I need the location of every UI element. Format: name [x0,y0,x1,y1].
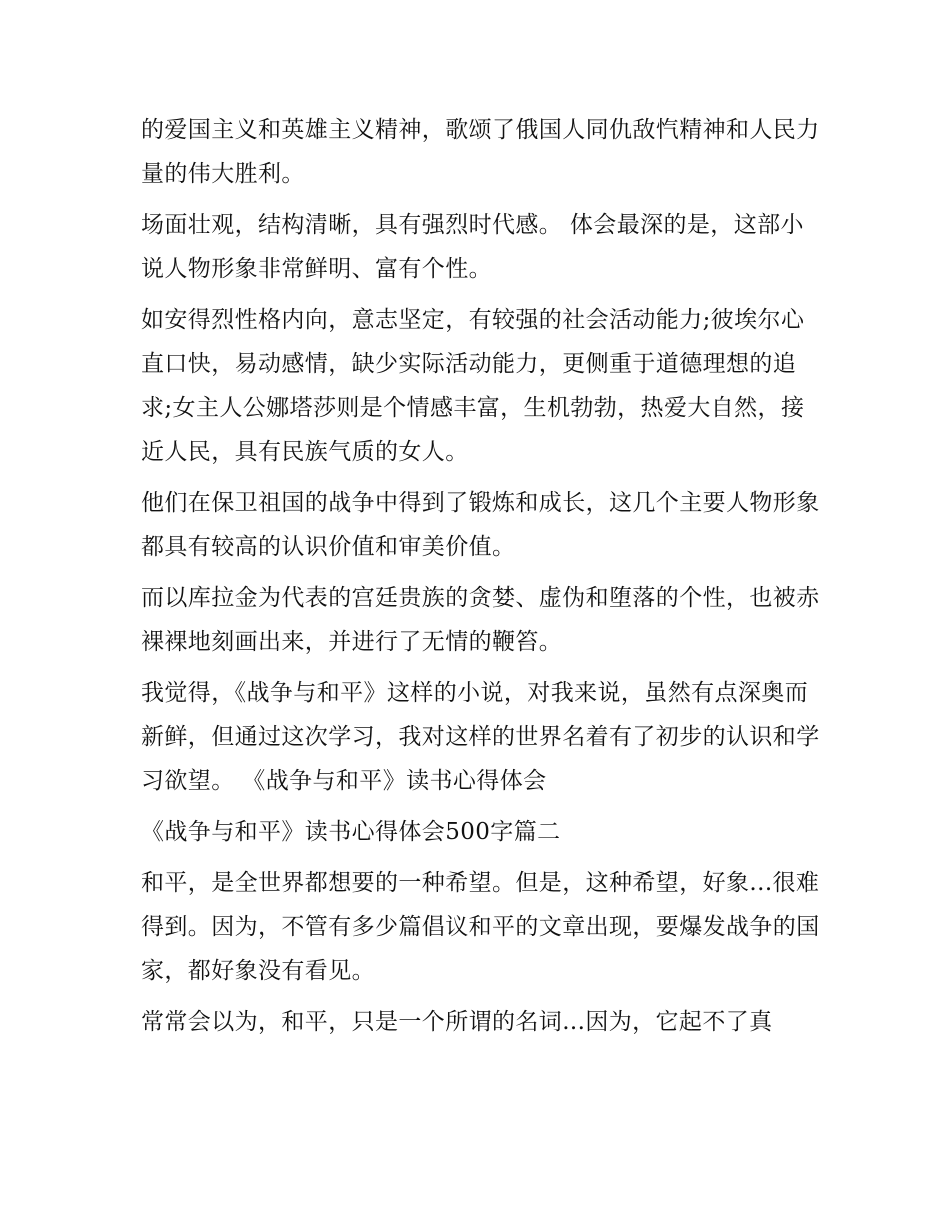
paragraph-5: 而以库拉金为代表的宫廷贵族的贪婪、虚伪和堕落的个性，也被赤裸裸地刻画出来，并进行了无情的鞭笞。 [141,585,820,655]
paragraph-8: 常常会以为，和平，只是一个所谓的名词...因为，它起不了真 [141,1009,773,1035]
paragraph-1: 的爱国主义和英雄主义精神，歌颂了俄国人同仇敌忾精神和人民力量的伟大胜利。 [141,117,820,187]
paragraph-7: 和平，是全世界都想要的一种希望。但是，这种希望，好象...很难得到。因为，不管有多少篇倡议和平的文章出现，要爆发战争的国家，都好象没有看见。 [141,870,820,984]
document-page [141,108,821,1051]
section-heading: 《战争与和平》读书心得体会500字篇二 [141,819,561,845]
paragraph-4: 他们在保卫祖国的战争中得到了锻炼和成长，这几个主要人物形象都具有较高的认识价值和审美价值。 [141,490,820,560]
paragraph-3: 如安得烈性格内向，意志坚定，有较强的社会活动能力;彼埃尔心直口快，易动感情，缺少实际活动能力，更侧重于道德理想的追求;女主人公娜塔莎则是个情感丰富，生机勃勃，热爱大自然，接近人民，具有民族气质的女人。 [141,307,805,465]
paragraph-6: 我觉得，《战争与和平》这样的小说，对我来说，虽然有点深奥而新鲜，但通过这次学习，我对这样的世界名着有了初步的认识和学习欲望。 《战争与和平》读书心得体会 [141,680,820,794]
paragraph-2: 场面壮观，结构清晰，具有强烈时代感。 体会最深的是，这部小说人物形象非常鲜明、富有个性。 [141,212,804,282]
